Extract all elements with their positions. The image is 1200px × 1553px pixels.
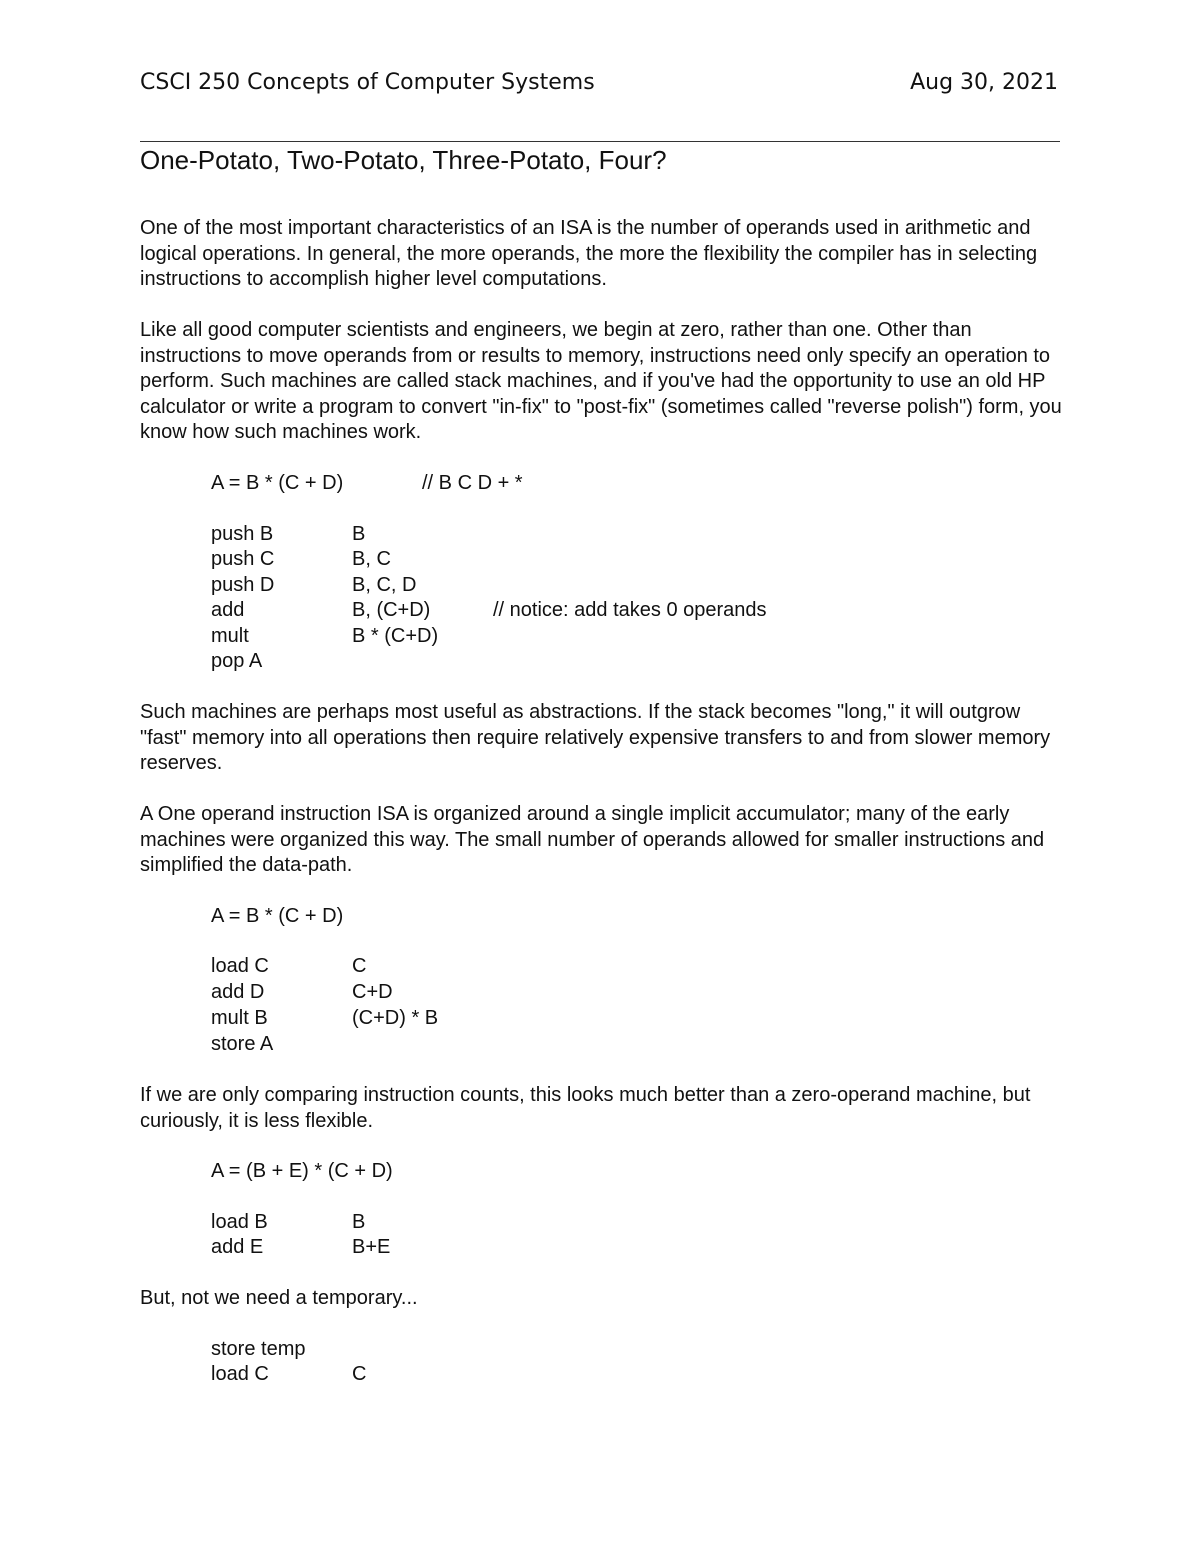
example2-expression: A = B * (C + D) (211, 905, 344, 927)
paragraph-intro: One of the most important characteristics of an ISA is the number of operands used in arithmetic and logical operations. In general, the more operands, the more the flexibility the compiler has in selecting instructions to accomplish higher level computations. (140, 217, 1038, 290)
paragraph-temporary: But, not we need a temporary... (140, 1287, 418, 1309)
example4-accumulator: C (352, 1363, 367, 1385)
example3-instruction: load B (211, 1211, 268, 1233)
example2-accumulator: (C+D) * B (352, 1007, 439, 1029)
example1-instruction: add (211, 599, 245, 621)
example1-stack: B, (C+D) (352, 599, 431, 621)
header-divider (140, 141, 1060, 142)
paragraph-one-operand: A One operand instruction ISA is organized around a single implicit accumulator; many of the early machines were organized this way. The small number of operands allowed for smaller instructions and simplified the data-path. (140, 803, 1045, 876)
example1-stack: B, C, D (352, 574, 417, 596)
example1-postfix-comment: // B C D + * (422, 472, 523, 494)
example3-accumulator: B+E (352, 1236, 391, 1258)
example1-instruction: pop A (211, 650, 263, 672)
page-title: One-Potato, Two-Potato, Three-Potato, Four? (140, 145, 667, 175)
example1-instruction: push B (211, 523, 274, 545)
example3-instruction: add E (211, 1236, 264, 1258)
example2-instruction: store A (211, 1033, 274, 1055)
paragraph-comparison: If we are only comparing instruction counts, this looks much better than a zero-operand machine, but curiously, it is less flexible. (140, 1084, 1031, 1132)
example3-accumulator: B (352, 1211, 366, 1233)
example2-instruction: add D (211, 981, 265, 1003)
course-title: CSCI 250 Concepts of Computer Systems (140, 70, 595, 95)
paragraph-stack-abstraction: Such machines are perhaps most useful as abstractions. If the stack becomes "long," it will outgrow "fast" memory into all operations then require relatively expensive transfers to and from slower memory reserves. (140, 701, 1051, 774)
example4-instruction: load C (211, 1363, 269, 1385)
example1-comment: // notice: add takes 0 operands (493, 599, 767, 621)
example2-accumulator: C (352, 955, 367, 977)
example2-instruction: mult B (211, 1007, 268, 1029)
document-date: Aug 30, 2021 (910, 70, 1058, 95)
example1-instruction: push C (211, 548, 275, 570)
example1-expression: A = B * (C + D) (211, 472, 344, 494)
example4-instruction: store temp (211, 1338, 306, 1360)
paragraph-stack-machines: Like all good computer scientists and engineers, we begin at zero, rather than one. Other than instructions to move operands from or results to memory, instructions need only specify an operation to perform. Such machines are called stack machines, and if you've had the opportunity to use an old HP calculator or write a program to convert "in-fix" to "post-fix" (sometimes called "reverse polish") form, you know how such machines work. (140, 319, 1062, 443)
example1-instruction: mult (211, 625, 249, 647)
example1-instruction: push D (211, 574, 275, 596)
example2-instruction: load C (211, 955, 269, 977)
example1-stack: B * (C+D) (352, 625, 439, 647)
example2-accumulator: C+D (352, 981, 393, 1003)
example3-expression: A = (B + E) * (C + D) (211, 1160, 393, 1182)
example1-stack: B (352, 523, 366, 545)
example1-stack: B, C (352, 548, 391, 570)
